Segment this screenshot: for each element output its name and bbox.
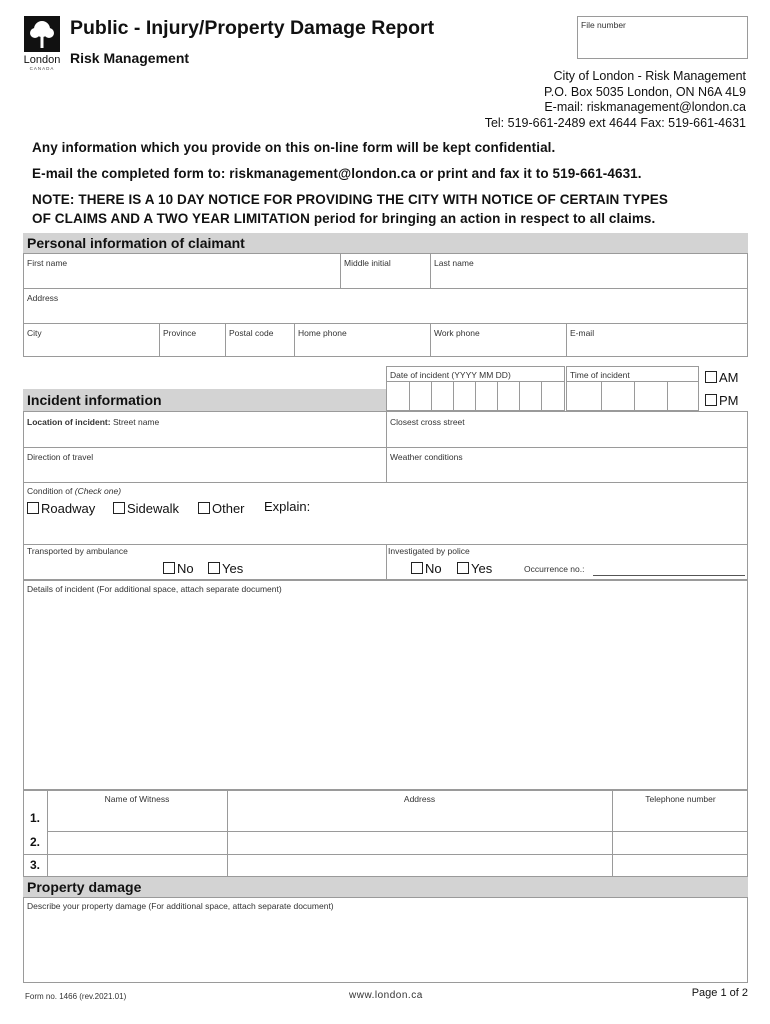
first-name-field[interactable]: First name	[27, 258, 68, 268]
ambulance-no-label: No	[177, 561, 194, 576]
witness-row-number: 2.	[30, 835, 41, 849]
middle-initial-field[interactable]: Middle initial	[344, 258, 391, 268]
location-label-bold: Location of incident:	[27, 417, 111, 427]
incident-info-grid	[23, 411, 748, 580]
email-notice: E-mail the completed form to: riskmanagement@london.ca or print and fax it to 519-661-4631.	[32, 166, 642, 181]
witness-row-number: 1.	[30, 811, 41, 825]
am-checkbox[interactable]	[705, 370, 739, 385]
time-of-incident-field[interactable]	[566, 366, 699, 411]
direction-field[interactable]: Direction of travel	[27, 452, 94, 462]
logo-text: London	[23, 54, 61, 66]
last-name-field[interactable]: Last name	[434, 258, 474, 268]
file-number-field[interactable]	[577, 16, 748, 59]
condition-label-text: Condition of	[27, 486, 75, 496]
roadway-checkbox[interactable]	[27, 501, 95, 516]
page-number: Page 1 of 2	[691, 987, 748, 999]
email-field[interactable]: E-mail	[570, 328, 595, 338]
details-of-incident-field[interactable]	[23, 580, 748, 790]
am-label: AM	[719, 370, 739, 385]
form-number: Form no. 1466 (rev.2021.01)	[25, 992, 127, 1001]
police-yes-label: Yes	[471, 561, 493, 576]
ambulance-yes-label: Yes	[222, 561, 244, 576]
city-field[interactable]: City	[27, 328, 42, 338]
cross-street-field[interactable]: Closest cross street	[390, 417, 465, 427]
witness-phone-header: Telephone number	[645, 794, 716, 804]
work-phone-field[interactable]: Work phone	[434, 328, 480, 338]
date-of-incident-field[interactable]	[386, 366, 565, 411]
police-label: Investigated by police	[388, 546, 470, 556]
address-field[interactable]: Address	[27, 293, 59, 303]
occurrence-input[interactable]	[593, 575, 745, 576]
page-subtitle: Risk Management	[70, 50, 190, 66]
postal-code-field[interactable]: Postal code	[229, 328, 274, 338]
page-title: Public - Injury/Property Damage Report	[70, 17, 435, 39]
section-incident-heading: Incident information	[23, 389, 386, 411]
police-no-label: No	[425, 561, 442, 576]
file-number-label: File number	[581, 20, 626, 30]
personal-info-grid	[23, 253, 748, 357]
address-line: Tel: 519-661-2489 ext 4644 Fax: 519-661-4631	[484, 115, 746, 130]
province-field[interactable]: Province	[163, 328, 197, 338]
property-describe-label: Describe your property damage (For additional space, attach separate document)	[27, 901, 334, 911]
condition-label	[27, 486, 121, 496]
police-yes-checkbox[interactable]	[457, 561, 492, 576]
condition-hint: (Check one)	[74, 486, 122, 496]
explain-field[interactable]: Explain:	[264, 499, 311, 514]
witness-table	[23, 790, 748, 877]
pm-checkbox[interactable]	[705, 393, 739, 408]
witness-name-header: Name of Witness	[104, 794, 170, 804]
location-field[interactable]	[27, 417, 159, 427]
logo-subtext: CANADA	[29, 66, 55, 71]
limitation-notice-line1: NOTE: THERE IS A 10 DAY NOTICE FOR PROVIDING THE CITY WITH NOTICE OF CERTAIN TYPES	[32, 192, 669, 207]
witness-row-number: 3.	[30, 858, 41, 872]
tree-icon	[24, 16, 60, 52]
other-checkbox[interactable]	[198, 501, 245, 516]
address-line: P.O. Box 5035 London, ON N6A 4L9	[544, 84, 746, 99]
section-personal-heading: Personal information of claimant	[23, 233, 748, 253]
witness-address-header: Address	[403, 794, 436, 804]
time-of-incident-label: Time of incident	[570, 370, 630, 380]
weather-field[interactable]: Weather conditions	[390, 452, 463, 462]
sidewalk-checkbox[interactable]	[113, 501, 179, 516]
property-damage-field[interactable]	[23, 897, 748, 983]
occurrence-label: Occurrence no.:	[524, 564, 585, 574]
ambulance-no-checkbox[interactable]	[163, 561, 194, 576]
date-of-incident-label: Date of incident (YYYY MM DD)	[390, 370, 511, 380]
roadway-label: Roadway	[41, 501, 96, 516]
limitation-notice-line2: OF CLAIMS AND A TWO YEAR LIMITATION period for bringing an action in respect to all claims.	[32, 211, 656, 226]
address-line: E-mail: riskmanagement@london.ca	[544, 100, 746, 114]
ambulance-yes-checkbox[interactable]	[208, 561, 243, 576]
police-no-checkbox[interactable]	[411, 561, 442, 576]
website-link[interactable]: www.london.ca	[349, 990, 423, 1001]
ambulance-label: Transported by ambulance	[27, 546, 128, 556]
address-line: City of London - Risk Management	[553, 69, 746, 83]
contact-address	[485, 69, 746, 131]
details-label: Details of incident (For additional space, attach separate document)	[27, 584, 282, 594]
confidential-notice: Any information which you provide on this on-line form will be kept confidential.	[32, 140, 556, 155]
section-property-heading: Property damage	[23, 877, 748, 897]
pm-label: PM	[719, 393, 739, 408]
city-logo	[22, 16, 62, 72]
other-label: Other	[212, 501, 245, 516]
location-label-rest: Street name	[110, 417, 160, 427]
sidewalk-label: Sidewalk	[127, 501, 180, 516]
home-phone-field[interactable]: Home phone	[298, 328, 347, 338]
